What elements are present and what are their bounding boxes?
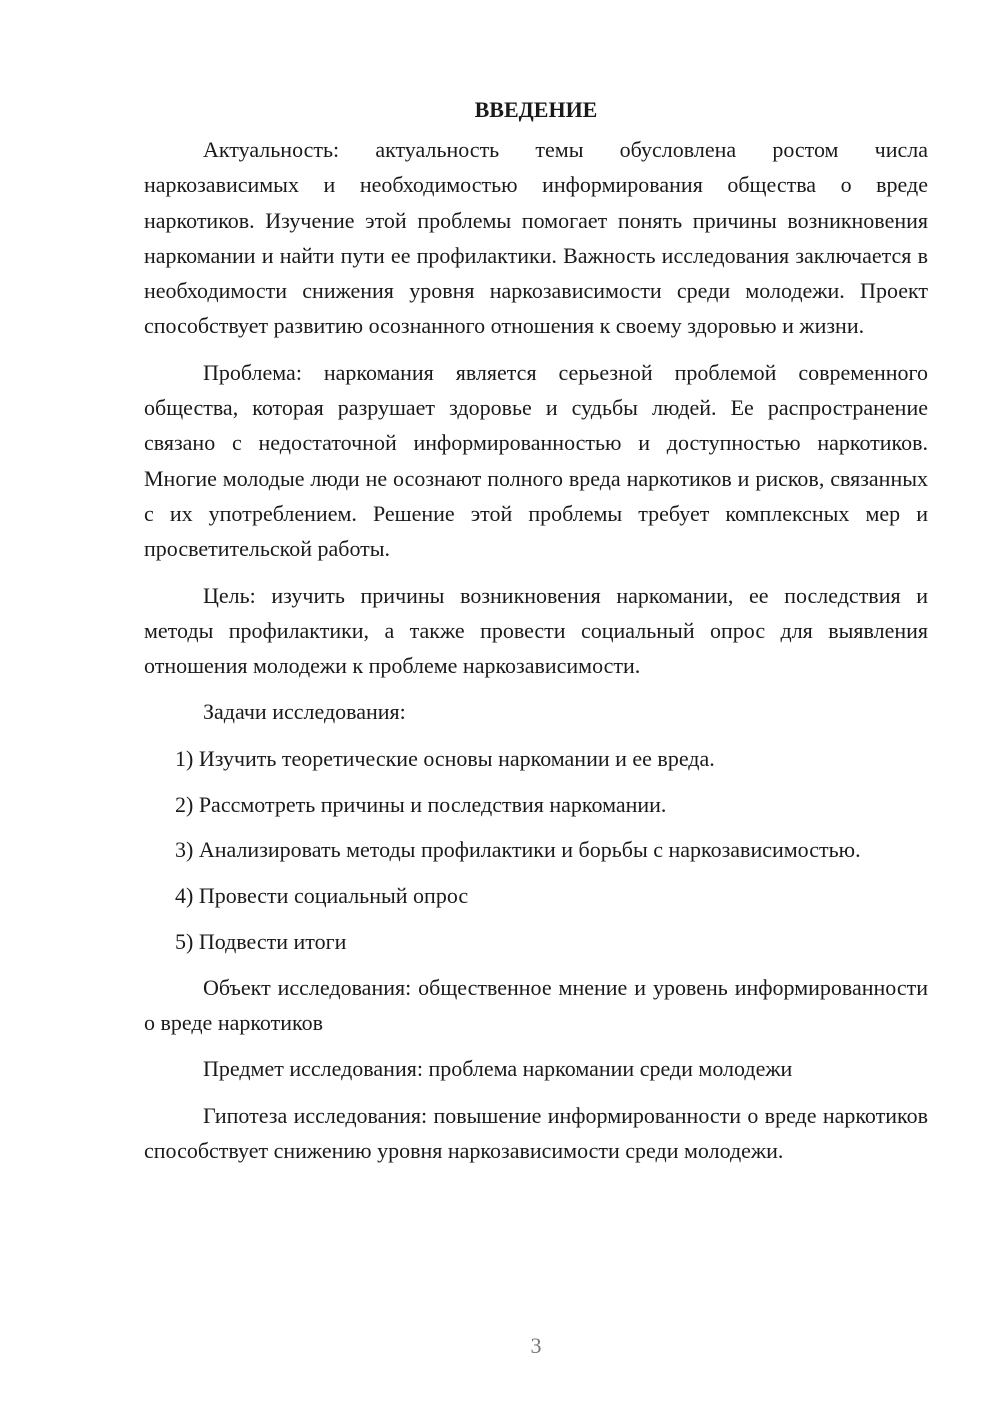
page-title: ВВЕДЕНИЕ — [474, 97, 598, 122]
task-item-5: 5) Подвести итоги — [175, 928, 347, 954]
tasks-list — [144, 741, 928, 959]
task-item-3: 3) Анализировать методы профилактики и борьбы с наркозависимостью. — [175, 837, 861, 863]
object-paragraph: Объект исследования: общественное мнение и уровень информированности о вреде наркотиков — [144, 974, 928, 1036]
goal-paragraph: Цель: изучить причины возникновения наркомании, ее последствия и методы профилактики, а также провести социальный опрос для выявления отношения молодежи к проблеме наркозависимости. — [144, 582, 928, 679]
task-item-4: 4) Провести социальный опрос — [175, 883, 469, 909]
tasks-heading: Задачи исследования: — [203, 699, 406, 725]
relevance-paragraph: Актуальность: актуальность темы обусловлена ростом числа наркозависимых и необходимостью информирования общества о вреде наркотиков. Изучение этой проблемы помогает понять причины возникновения наркомании и найти пути ее профилактики. Важность исследования заключается в необходимости снижения уровня наркозависимости среди молодежи. Проект способствует развитию осознанного отношения к своему здоровью и жизни. — [144, 137, 928, 339]
page-number: 3 — [530, 1333, 542, 1358]
problem-paragraph: Проблема: наркомания является серьезной проблемой современного общества, которая разрушает здоровье и судьбы людей. Ее распространение связано с недостаточной информированностью и доступностью наркотиков. Многие молодые люди не осознают полного вреда наркотиков и рисков, связанных с их употреблением. Решение этой проблемы требует комплексных мер и просветительской работы. — [144, 359, 928, 562]
hypothesis-paragraph: Гипотеза исследования: повышение информированности о вреде наркотиков способствует снижению уровня наркозависимости среди молодежи. — [144, 1102, 928, 1163]
page-content — [144, 92, 928, 1179]
task-item-2: 2) Рассмотреть причины и последствия наркомании. — [175, 791, 667, 817]
task-item-1: 1) Изучить теоретические основы наркомании и ее вреда. — [175, 745, 715, 771]
subject-paragraph: Предмет исследования: проблема наркомании среди молодежи — [203, 1056, 793, 1082]
